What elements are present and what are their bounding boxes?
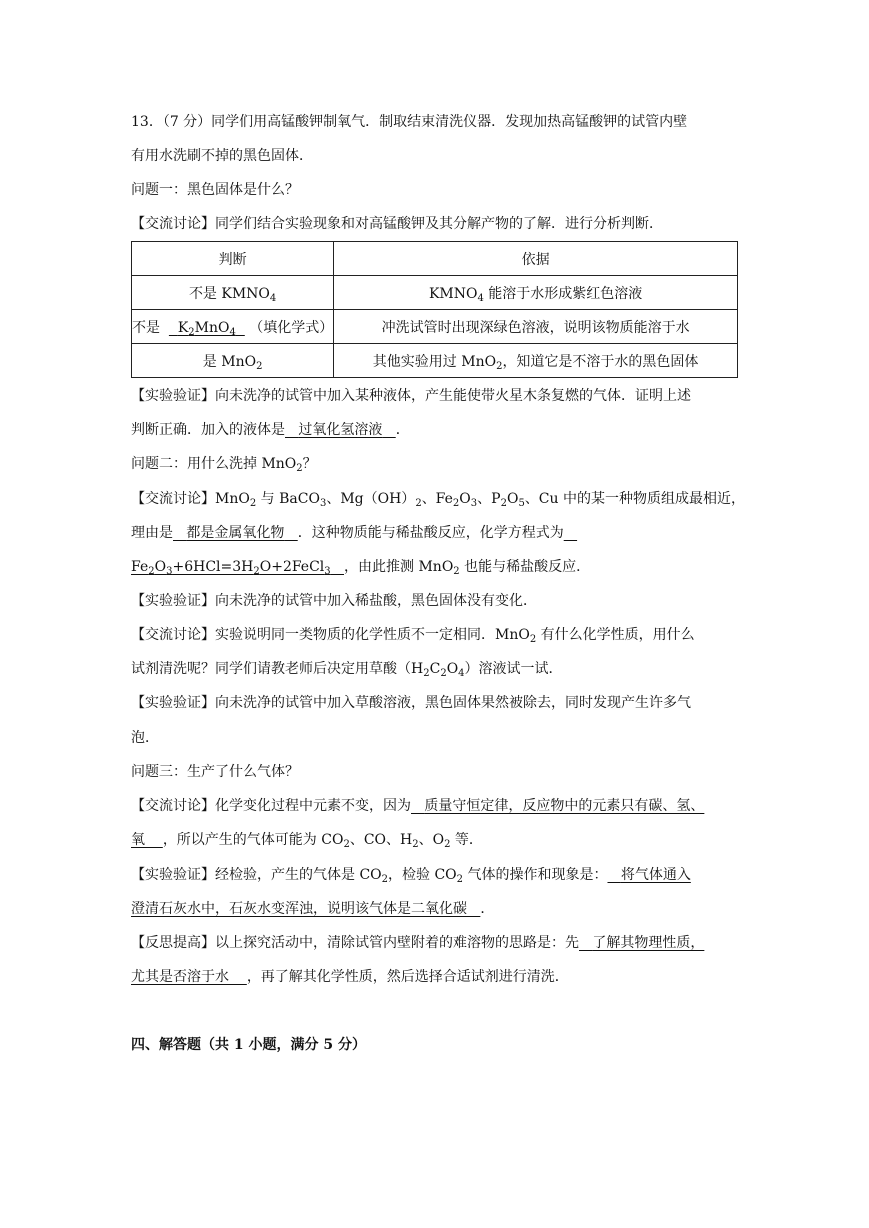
discussion-4-line-1: 【交流讨论】化学变化过程中元素不变，因为 质量守恒定律，反应物中的元素只有碳、氢、 — [131, 798, 705, 814]
verification-1-line-2: 判断正确．加入的液体是 过氧化氢溶液 ． — [131, 422, 410, 438]
verification-2: 【实验验证】向未洗净的试管中加入稀盐酸，黑色固体没有变化． — [131, 593, 537, 609]
problem-2: 问题二：用什么洗掉 MnO$_2$？ — [131, 456, 317, 474]
row2-judge: 不是 $K_2MnO_4$ （填化学式） — [132, 310, 334, 344]
table-header-row — [132, 242, 738, 276]
discussion-3-line-2: 试剂清洗呢？同学们请教老师后决定用草酸$(H_2C_2O_4)$溶液试一试． — [131, 661, 563, 679]
row3-basis: 其他实验用过 MnO$_2$，知道它是不溶于水的黑色固体 — [334, 344, 738, 378]
table-row — [132, 310, 738, 344]
discussion-3-line-1: 【交流讨论】实验说明同一类物质的化学性质不一定相同．MnO$_2$ 有什么化学性质，用什么 — [131, 627, 695, 645]
answer-blank: 将气体通入 — [620, 867, 691, 883]
answer-blank: 质量守恒定律，反应物中的元素只有碳、氢、 — [424, 798, 705, 814]
header-judge: 判断 — [132, 242, 334, 276]
judgment-table — [131, 241, 738, 378]
row3-judge: 是 MnO$_2$ — [132, 344, 334, 378]
answer-blank: 尤其是否溶于水 — [131, 969, 229, 985]
row1-judge: 不是 $KMNO_4$ — [132, 276, 334, 310]
answer-blank: $K_2MnO_4$ — [177, 319, 236, 338]
q13-line-2: 有用水洗刷不掉的黑色固体． — [131, 148, 313, 164]
verification-3-line-2: 泡． — [131, 730, 159, 746]
problem-1: 问题一：黑色固体是什么？ — [131, 182, 299, 198]
row2-basis: 冲洗试管时出现深绿色溶液，说明该物质能溶于水 — [334, 310, 738, 344]
verification-1-line-1: 【实验验证】向未洗净的试管中加入某种液体，产生能使带火星木条复燃的气体．证明上述 — [131, 388, 691, 404]
discussion-2-line-2: 理由是 都是金属氧化物 ．这种物质能与稀盐酸反应，化学方程式为 — [131, 523, 577, 543]
answer-blank: 澄清石灰水中，石灰水变浑浊，说明该气体是二氧化碳 — [131, 901, 467, 917]
answer-blank: 了解其物理性质， — [592, 935, 705, 951]
reflection-line-1: 【反思提高】以上探究活动中，清除试管内壁附着的难溶物的思路是：先 了解其物理性质， — [131, 935, 705, 951]
problem-3: 问题三：生产了什么气体？ — [131, 764, 299, 780]
section-4-heading: 四、解答题（共 1 小题，满分 5 分） — [131, 1037, 366, 1053]
equation-answer: $Fe_2O_3+6HCl=3H_2O+2FeCl_3$ — [131, 559, 331, 577]
q13-line-1: 13．（7 分）同学们用高锰酸钾制氧气．制取结束清洗仪器．发现加热高锰酸钾的试管内壁 — [131, 114, 688, 130]
discussion-2-line-3: $Fe_2O_3+6HCl=3H_2O+2FeCl_3$ ，由此推测 MnO$_2$ 也能与稀盐酸反应． — [131, 559, 591, 577]
discussion-2-line-1: 【交流讨论】MnO$_2$ 与 BaCO$_3$、$Mg(OH)_2$、$Fe_2O_3$、$P_2O_5$、Cu 中的某一种物质组成最相近， — [131, 491, 745, 509]
answer-blank: 过氧化氢溶液 — [298, 422, 383, 438]
row1-basis: $KMNO_4$ 能溶于水形成紫红色溶液 — [334, 276, 738, 310]
verification-3-line-1: 【实验验证】向未洗净的试管中加入草酸溶液，黑色固体果然被除去，同时发现产生许多气 — [131, 695, 691, 711]
reflection-line-2: 尤其是否溶于水 ，再了解其化学性质，然后选择合适试剂进行清洗． — [131, 969, 569, 985]
answer-blank: 都是金属氧化物 — [186, 525, 285, 541]
discussion-1: 【交流讨论】同学们结合实验现象和对高锰酸钾及其分解产物的了解．进行分析判断． — [131, 216, 663, 232]
verification-4-line-1: 【实验验证】经检验，产生的气体是 $CO_2$，检验 $CO_2$ 气体的操作和现象是： 将气体通入 — [131, 867, 691, 885]
answer-blank-start — [564, 525, 577, 541]
verification-4-line-2: 澄清石灰水中，石灰水变浑浊，说明该气体是二氧化碳 ． — [131, 901, 495, 917]
answer-blank: 氧 — [131, 832, 145, 848]
discussion-4-line-2: 氧 ，所以产生的气体可能为 $CO_2$、CO、$H_2$、$O_2$ 等． — [131, 832, 483, 850]
header-basis: 依据 — [334, 242, 738, 276]
table-row — [132, 276, 738, 310]
table-row — [132, 344, 738, 378]
